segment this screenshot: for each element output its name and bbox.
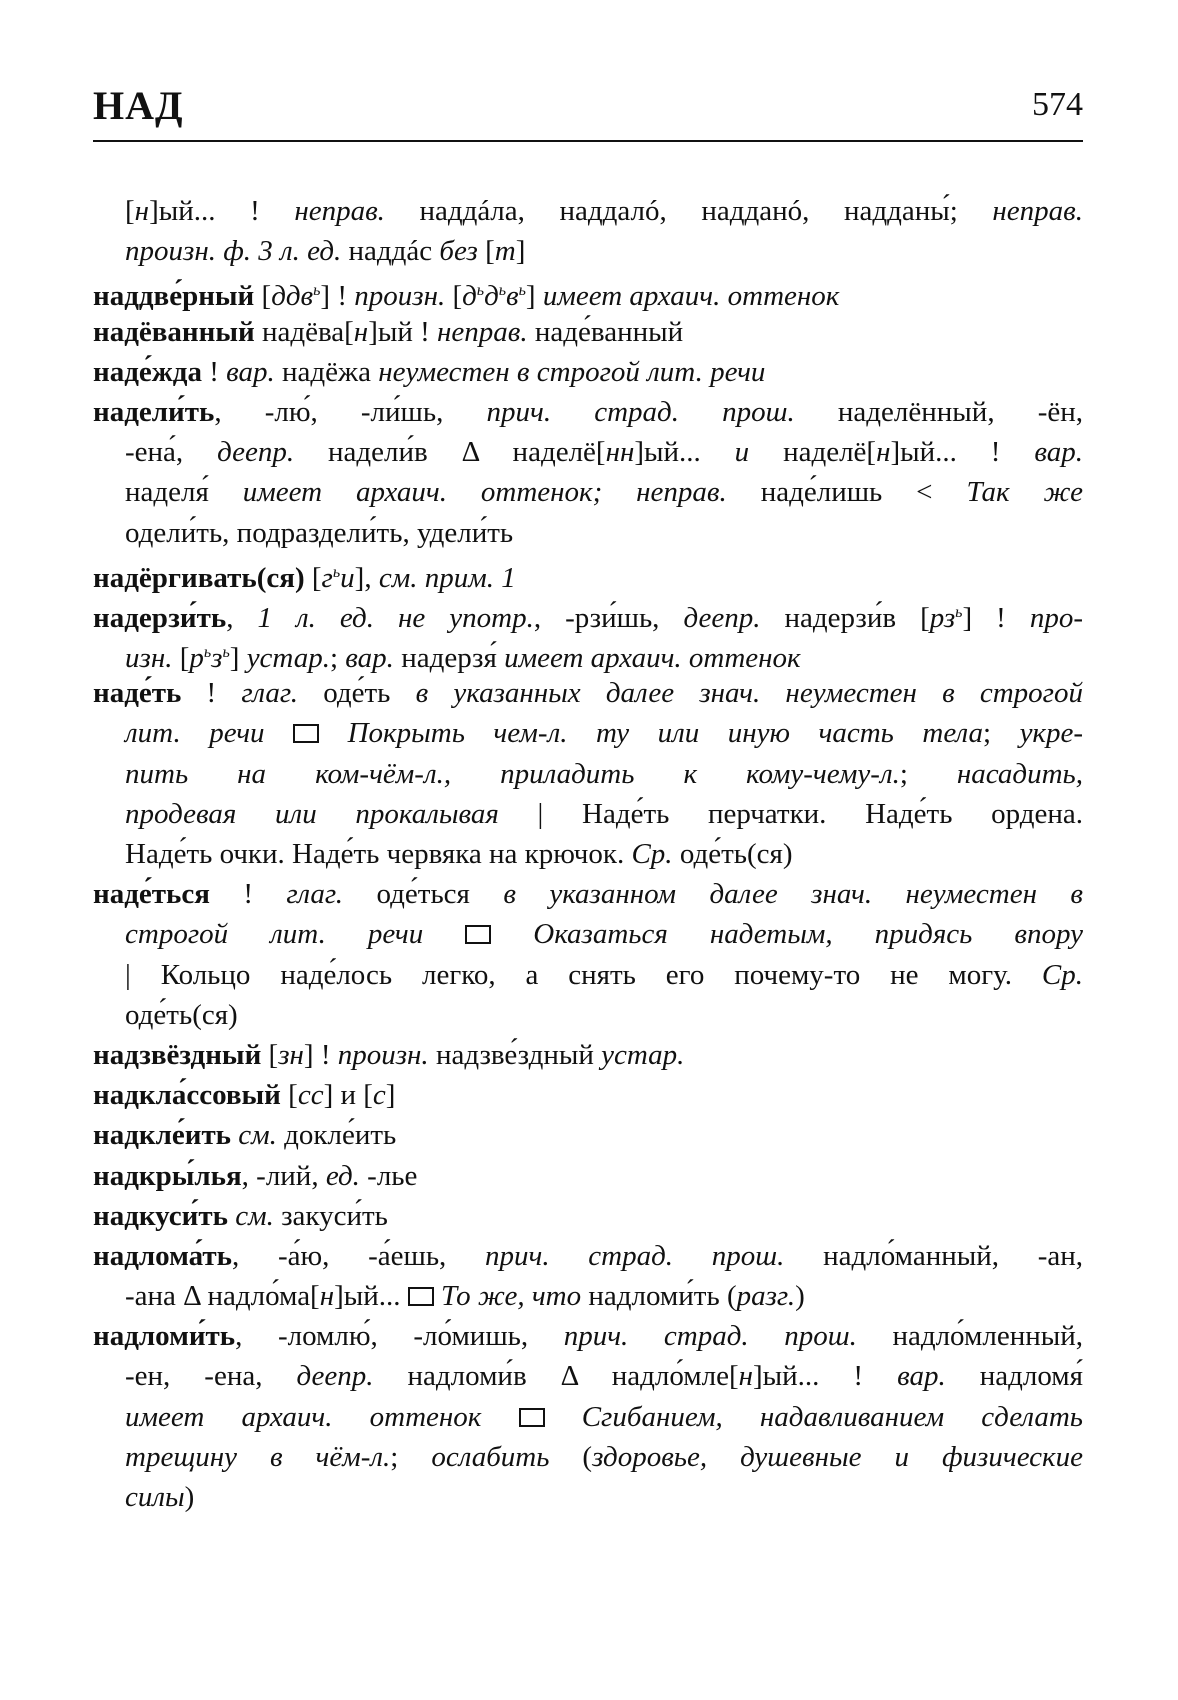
italic-note: трещину в чём-л. (125, 1440, 391, 1473)
italic-note: имеет архаич. оттенок (125, 1400, 482, 1433)
entry-line (93, 553, 1083, 593)
entry-line (93, 1075, 1083, 1115)
entry-line (93, 271, 1083, 311)
entry-text: | Кольцо наде́лось легко, а снять его почему-то не могу. (125, 958, 1042, 991)
entry-text: [ (254, 280, 272, 313)
entry-text: наделённый, -ён, (794, 395, 1083, 428)
definition-box-icon (408, 1287, 434, 1306)
entry-text: надзве́здный (428, 1038, 602, 1071)
entry-line (93, 1236, 1083, 1276)
italic-note: г (321, 561, 333, 594)
entry-text (545, 1401, 582, 1433)
entry-text: ; (982, 717, 1020, 750)
italic-note: 1 л. ед. не употр. (257, 601, 534, 634)
entry-text: , -а́ю, -а́ешь, (231, 1239, 486, 1272)
entry-text: оде́ть(ся) (125, 998, 238, 1031)
entry-text: -ана Δ надло́ма[ (125, 1280, 320, 1313)
entry-text: ( (549, 1440, 593, 1473)
italic-note: д (484, 280, 499, 313)
entry-text: , -рзи́шь, (533, 601, 684, 634)
entry-line (93, 1035, 1083, 1075)
italic-note: ед. (325, 1159, 360, 1192)
entry-text: , -ломлю́, -ло́мишь, (235, 1320, 564, 1353)
entry-text: [ (477, 235, 495, 268)
entry-line (93, 352, 1083, 392)
italic-note: сс (297, 1079, 324, 1112)
italic-note: рз (929, 601, 956, 634)
header-rule (93, 140, 1083, 142)
headword: надёванный (93, 315, 255, 348)
definition-box-icon (465, 925, 491, 944)
italic-note: прич. страд. прош. (485, 1239, 785, 1272)
entry-text (481, 1401, 518, 1433)
entry-continuation-line (93, 1397, 1083, 1437)
italic-note: разг. (736, 1280, 796, 1313)
italic-note: изн. (125, 642, 173, 675)
entry-text: наде́ванный (527, 315, 684, 348)
italic-note: устар. (246, 642, 330, 675)
entry-text: надерзи́в [ (760, 601, 930, 634)
entry-text: надёва[ (254, 315, 354, 348)
entry-continuation-line (93, 754, 1083, 794)
italic-note: см. (235, 1199, 274, 1232)
entry-text: ]ый ! (368, 315, 438, 348)
italic-note: прич. страд. прош. (563, 1320, 857, 1353)
entry-text: ) (184, 1481, 195, 1513)
entry-text: ]ый... (334, 1280, 408, 1313)
softness-mark: ь (476, 282, 485, 300)
italic-note: неправ. (992, 195, 1083, 227)
entry-continuation-line (93, 191, 1083, 231)
italic-note: глаг. (241, 677, 299, 710)
entry-text: ; (390, 1440, 432, 1473)
entry-text: ] (385, 1079, 396, 1112)
entry-continuation-line (93, 432, 1083, 472)
headword: надзвёздный (93, 1038, 262, 1071)
entry-text: наддáла, наддалó, надданó, надданы́; (384, 195, 993, 227)
headword: надели́ть (93, 395, 215, 428)
definition-box-icon (519, 1408, 545, 1427)
italic-note: нн (605, 436, 635, 469)
italic-note: н (319, 1280, 335, 1313)
italic-note: силы (125, 1481, 185, 1513)
italic-note: насадить, (956, 757, 1083, 790)
entry-text (265, 717, 294, 749)
guide-word: НАД (93, 83, 184, 128)
italic-note: и (734, 436, 750, 469)
entry-text: [ (125, 195, 135, 227)
italic-note: Сгибанием, надавливанием сделать (581, 1400, 1083, 1433)
italic-note: вар. (345, 642, 394, 675)
entry-continuation-line (93, 995, 1083, 1035)
italic-note: н (876, 436, 891, 469)
headword: надкры́лья (93, 1159, 242, 1192)
entry-text (491, 918, 533, 950)
definition-box-icon (293, 724, 319, 743)
italic-note: деепр. (217, 436, 295, 469)
entry-text: надломи́ть ( (581, 1280, 737, 1313)
entry-line (93, 312, 1083, 352)
italic-note: в указанном далее знач. неуместен в (503, 878, 1083, 911)
entry-line (93, 673, 1083, 713)
italic-note: см. прим. 1 (378, 561, 516, 594)
entry-text: , -лю́, -ли́шь, (214, 395, 487, 428)
headword: надкле́ить (93, 1119, 232, 1152)
headword: наде́ться (93, 878, 210, 911)
italic-note: вар. (226, 355, 275, 388)
entry-text: наделё[ (749, 436, 877, 469)
italic-note: укре- (1019, 717, 1083, 750)
italic-note: ддв (271, 280, 314, 313)
headword: надлома́ть (93, 1239, 232, 1272)
entry-text: надели́в Δ наделё[ (294, 436, 606, 469)
entry-text: ], (354, 561, 379, 594)
entry-line (93, 874, 1083, 914)
entry-line (93, 1316, 1083, 1356)
italic-note: вар. (1034, 436, 1083, 469)
italic-note: имеет архаич. оттенок; неправ. (242, 476, 727, 509)
italic-note: н (738, 1360, 754, 1393)
italic-note: имеет архаич. оттенок (504, 642, 801, 675)
entry-text: ] (525, 280, 543, 313)
entry-continuation-line (93, 1437, 1083, 1477)
entry-line (93, 1196, 1083, 1236)
headword: наде́ть (93, 677, 182, 710)
italic-note: неправ. (437, 315, 528, 348)
headword: надкуси́ть (93, 1199, 228, 1232)
entry-text: ] ! (962, 601, 1030, 634)
entry-continuation-line (93, 1477, 1083, 1517)
italic-note: устар. (601, 1038, 685, 1071)
dictionary-entries (93, 191, 1083, 1517)
italic-note: без (439, 235, 478, 268)
entry-continuation-line (93, 513, 1083, 553)
entry-text: ) (795, 1280, 805, 1313)
entry-text: ]ый... ! (753, 1360, 898, 1393)
italic-note: продевая или прокалывая (125, 797, 499, 830)
entry-text: ] (229, 642, 247, 675)
entry-text: Наде́ть очки. Наде́ть червяка на крючок. (125, 838, 632, 870)
entry-text: надломя́ (945, 1360, 1083, 1393)
italic-note: произн. (354, 280, 446, 313)
italic-note: ослабить (431, 1440, 550, 1473)
italic-note: н (353, 315, 369, 348)
entry-text: [ (445, 280, 463, 313)
entry-text: надломи́в Δ надло́мле[ (373, 1360, 739, 1393)
headword: надкла́ссовый (93, 1079, 281, 1112)
entry-text: оде́ть(ся) (672, 838, 793, 870)
softness-mark: ь (222, 644, 230, 662)
softness-mark: ь (313, 282, 321, 300)
entry-text (434, 1280, 441, 1312)
entry-text: -ена́, (125, 436, 218, 469)
headword: наде́жда (93, 355, 202, 388)
italic-note: с (372, 1079, 386, 1112)
headword: наддве́рный (93, 280, 255, 313)
softness-mark: ь (498, 282, 507, 300)
italic-note: произн. ф. 3 л. ед. (125, 235, 342, 268)
entry-text: , -лий, (241, 1159, 326, 1192)
italic-note: вар. (897, 1360, 946, 1393)
entry-continuation-line (93, 834, 1083, 874)
entry-continuation-line (93, 955, 1083, 995)
headword: надломи́ть (93, 1320, 236, 1353)
entry-text: [ (261, 1038, 279, 1071)
italic-note: деепр. (296, 1360, 374, 1393)
entry-line (93, 392, 1083, 432)
entry-text: наде́лишь < (726, 476, 967, 509)
italic-note: Ср. (631, 838, 673, 870)
entry-text: ] (515, 235, 526, 268)
italic-note: Оказаться надетым, придясь впору (533, 918, 1083, 951)
italic-note: см. (238, 1119, 277, 1152)
softness-mark: ь (518, 282, 526, 300)
entry-text: ]ый... (634, 436, 735, 469)
entry-continuation-line (93, 914, 1083, 954)
entry-text: оде́ть (298, 677, 416, 710)
entry-text: | Наде́ть перчатки. Наде́ть ордена. (498, 797, 1083, 830)
italic-note: лит. речи (125, 717, 265, 750)
entry-text: надло́мленный, (856, 1320, 1083, 1353)
italic-note: То же, что (441, 1280, 582, 1313)
italic-note: Ср. (1041, 958, 1083, 991)
italic-note: про- (1029, 601, 1083, 634)
entry-continuation-line (93, 1276, 1083, 1316)
softness-mark: ь (332, 563, 341, 581)
italic-note: д (462, 280, 477, 313)
italic-note: неуместен в строгой лит. речи (378, 355, 766, 388)
entry-text: ; (899, 757, 957, 790)
italic-note: зн (278, 1038, 304, 1071)
page-number: 574 (1032, 86, 1083, 123)
italic-note: в (506, 280, 519, 313)
italic-note: произн. (337, 1038, 429, 1071)
entry-text: -лье (359, 1159, 418, 1192)
entry-text (423, 918, 465, 950)
entry-text: ]ый... ! (149, 195, 295, 227)
entry-line (93, 593, 1083, 633)
italic-note: и (340, 561, 355, 594)
entry-text: ! (209, 878, 287, 911)
entry-text: ! (201, 355, 227, 388)
italic-note: строгой лит. речи (125, 918, 424, 951)
entry-text: оде́ться (343, 878, 504, 911)
italic-note: пить на ком-чём-л., приладить к кому-чему-л. (125, 757, 900, 790)
italic-note: прич. страд. прош. (486, 395, 795, 428)
entry-text: надёжа (274, 355, 379, 388)
italic-note: неправ. (294, 195, 385, 227)
entry-text: -ен, -ена, (125, 1360, 297, 1393)
entry-text: одели́ть, подраздели́ть, удели́ть (125, 516, 514, 549)
entry-text: , (226, 601, 258, 634)
entry-text: докле́ить (276, 1119, 397, 1152)
entry-text: наделя́ (125, 476, 243, 509)
entry-text: [ (172, 642, 190, 675)
headword: надерзи́ть (93, 601, 227, 634)
softness-mark: ь (955, 603, 963, 621)
italic-note: н (134, 195, 150, 227)
entry-text: ! (181, 677, 242, 710)
entry-continuation-line (93, 633, 1083, 673)
italic-note: р (189, 642, 204, 675)
entry-continuation-line (93, 713, 1083, 753)
entry-text: надло́манный, -ан, (784, 1239, 1083, 1272)
headword: надёргивать(ся) (93, 561, 305, 594)
italic-note: з (211, 642, 223, 675)
italic-note: Покрыть чем-л. ту или иную часть тела (347, 717, 983, 750)
entry-text: надерзя́ (393, 642, 505, 675)
entry-text: ] ! (320, 280, 355, 313)
italic-note: в указанных далее знач. неуместен в строгой (415, 677, 1083, 710)
entry-continuation-line (93, 1356, 1083, 1396)
entry-text: ; (329, 642, 346, 675)
italic-note: имеет архаич. оттенок (542, 280, 840, 313)
entry-line (93, 1156, 1083, 1196)
entry-text: ] ! (303, 1038, 338, 1071)
italic-note: деепр. (683, 601, 761, 634)
entry-text: [ (304, 561, 322, 594)
entry-text: [ (280, 1079, 298, 1112)
italic-note: т (494, 235, 516, 268)
entry-text: закуси́ть (273, 1199, 388, 1232)
entry-line (93, 1115, 1083, 1155)
entry-text: ] и [ (323, 1079, 373, 1112)
entry-text: наддáс (341, 235, 440, 268)
entry-text (319, 717, 348, 749)
softness-mark: ь (203, 644, 212, 662)
entry-text: ]ый... ! (890, 436, 1035, 469)
entry-continuation-line (93, 472, 1083, 512)
italic-note: глаг. (286, 878, 344, 911)
entry-continuation-line (93, 794, 1083, 834)
italic-note: здоровье, душевные и физические (592, 1440, 1083, 1473)
entry-continuation-line (93, 231, 1083, 271)
italic-note: Так же (966, 476, 1083, 509)
